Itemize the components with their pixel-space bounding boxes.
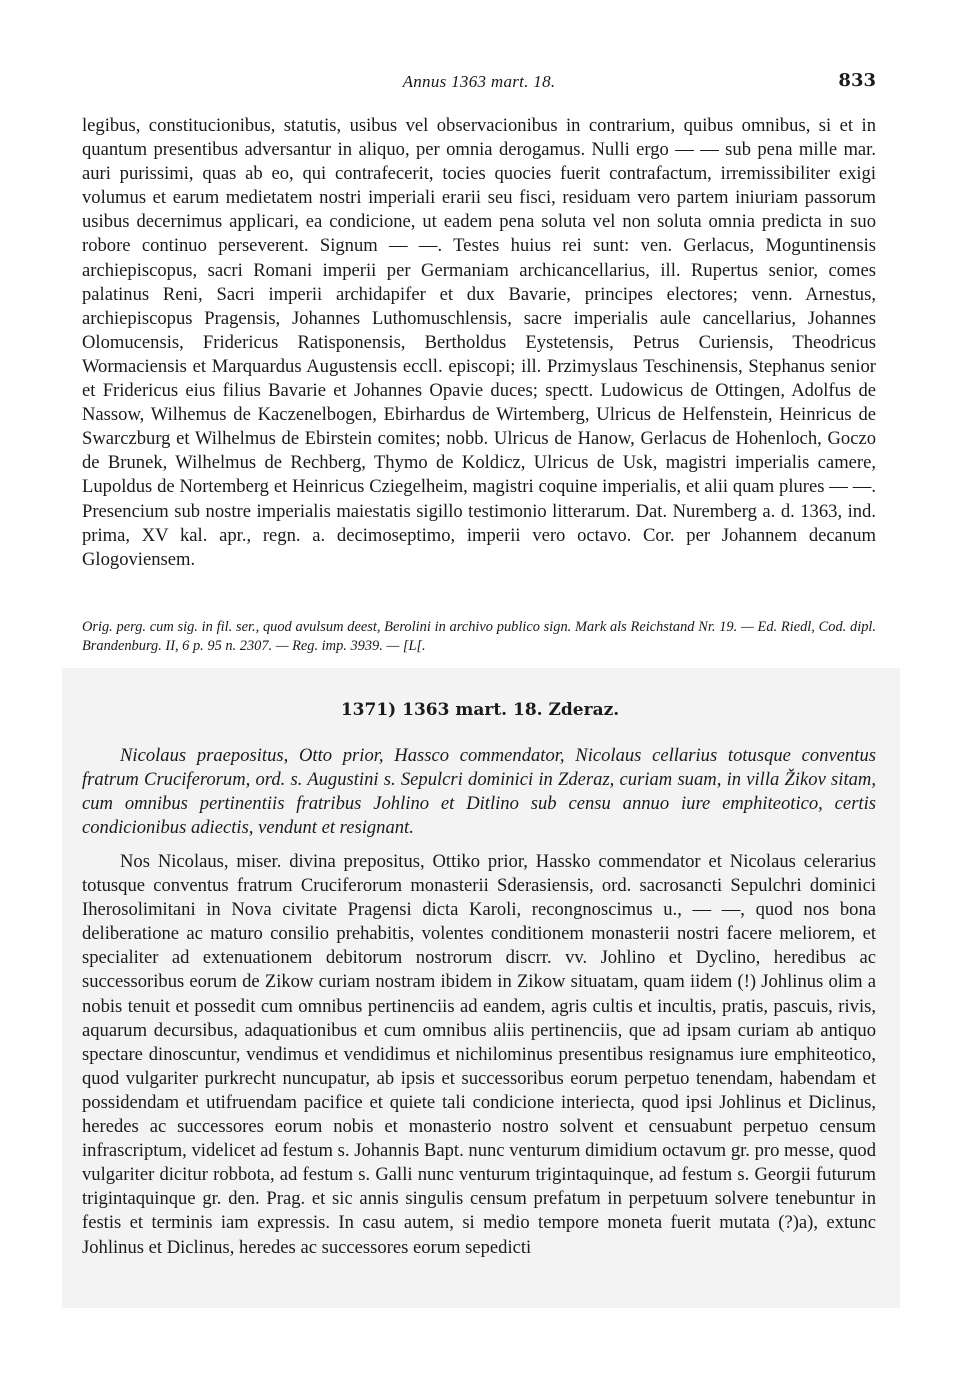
page-number: 833 [838,70,876,91]
document-body-text: Nos Nicolaus, miser. divina prepositus, Ottiko prior, Hassko commendator et Nicolaus celerarius totusque conventus fratrum Cruciferorum monasterii Sderasiensis, ord. sacrosancti Sepulchri dominici Iherosolimitani in Nova civitate Pragensi dicta Karoli, recongnoscimus u., — —, quod nos bona deliberatione ac maturo consilio prehabitis, volentes conditionem monasterii nostri facere meliorem, et specialiter ad extenuationem debitorum nostrorum discrr. vv. Johlino et Dyclino, heredibus ac successoribus eorum de Zikow curiam nostram ibidem in Zikow situatam, quam iidem (!) Johlinus olim a nobis tenuit et possedit cum omnibus pertinenciis ad eandem, agris cultis et incultis, pratis, pascuis, rivis, aquarum decursibus, adaquationibus et cum omnibus aliis pertinenciis, que ad ipsam curiam ab antiquo spectare dinoscuntur, vendimus et vendidimus et nichilominus presentibus resignamus iure emphiteotico, quod vulgariter purkrecht nuncupatur, ab ipsis et successoribus eorum perpetuo tenendam, habendam et possidendam et utifruendam pacifice et quiete tali condicione interiecta, quod ipsi Johlinus et Diclinus, heredes ac successores eorum nobis et monasterio nostro solvent et censuabunt perpetuo censum infrascriptum, videlicet ad festum s. Johannis Bapt. nunc venturum dimidium octavum gr. pro messe, quod vulgariter dicitur robbota, ad festum s. Galli nunc venturum trigintaquinque, ad festum s. Georgii futurum trigintaquinque gr. den. Prag. et sic annis singulis censum prefatum in perpetuum solvere tenebuntur in festis et terminis iam expressis. In casu autem, si medio tempore moneta fuerit mutata (?)a), extunc Johlinus et Diclinus, heredes ac successores eorum sepedicti [82,851,876,1258]
running-head: Annus 1363 mart. 18. [402,72,556,91]
regest-summary: Nicolaus praepositus, Otto prior, Hassco commendator, Nicolaus cellarius totusque conventus fratrum Cruciferorum, ord. s. Augustini s. Sepulcri dominici in Zderaz, curiam suam, in villa Žikov sitam, cum omnibus pertinentiis fratribus Johlino et Ditlino sub censu annuo iure emphiteotico, certis condicionibus adiectis, vendunt et resignant. [82,745,876,839]
apparatus-note: Orig. perg. cum sig. in fil. ser., quod avulsum deest, Berolini in archivo publico sign. Mark als Reichstand Nr. 19. — Ed. Riedl, Cod. dipl. Brandenburg. II, 6 p. 95 n. 2307. — Reg. imp. 3939. — [L[. [82,619,876,654]
page-header [82,72,876,96]
document-continuation-text: legibus, constitucionibus, statutis, usibus vel observacionibus in contrarium, quibus omnibus, si et in quantum presentibus adversantur in aliquo, per omnia derogamus. Nulli ergo — — sub pena mille mar. auri purissimi, quas ab eo, qui contrafecerit, tocies quocies fuerit contrafactum, irremissibiliter exigi volumus et earum medietatem nostri imperiali erarii seu fisci, residuam vero partem iniuriam passorum usibus decernimus applicari, ea condicione, ut eadem pena soluta vel non soluta omnia predicta in suo robore continuo perseverent. Signum — —. Testes huius rei sunt: ven. Gerlacus, Moguntinensis archiepiscopus, sacri Romani imperii per Germaniam archicancellarius, ill. Rupertus senior, comes palatinus Reni, Sacri imperii archidapifer et dux Bavarie, principes electores; venn. Arnestus, archiepiscopus Pragensis, Johannes Luthomuschlensis, sacre imperialis aule cancellarius, Johannes Olomucensis, Fridericus Ratisponensis, Bertholdus Eystetensis, Petrus Curiensis, Theodricus Wormaciensis et Marquardus Augustensis eccll. episcopi; ill. Przimyslaus Teschinensis, Stephanus senior et Fridericus eius filius Bavarie et Johannes Opavie duces; spectt. Ludowicus de Ottingen, Adolfus de Nassow, Wilhemus de Kaczenelbogen, Ebirhardus de Wirtemberg, Ulricus de Helfenstein, Heinricus de Swarczburg et Wilhelmus de Ebirstein comites; nobb. Ulricus de Hanow, Gerlacus de Hohenloch, Goczo de Brunek, Wilhelmus de Rechberg, Thymo de Koldicz, Ulricus de Usk, magistri imperialis camere, Lupoldus de Nortemberg et Heinricus Cziegelheim, magistri coquine imperialis, et alii quam plures — —. Presencium sub nostre imperialis maiestatis sigillo testimonio litterarum. Dat. Nuremberg a. d. 1363, ind. prima, XV kal. apr., regn. a. decimoseptimo, imperii vero octavo. Cor. per Johannem decanum Glogoviensem. [82,115,876,570]
document-heading: 1371) 1363 mart. 18. Zderaz. [340,700,620,720]
